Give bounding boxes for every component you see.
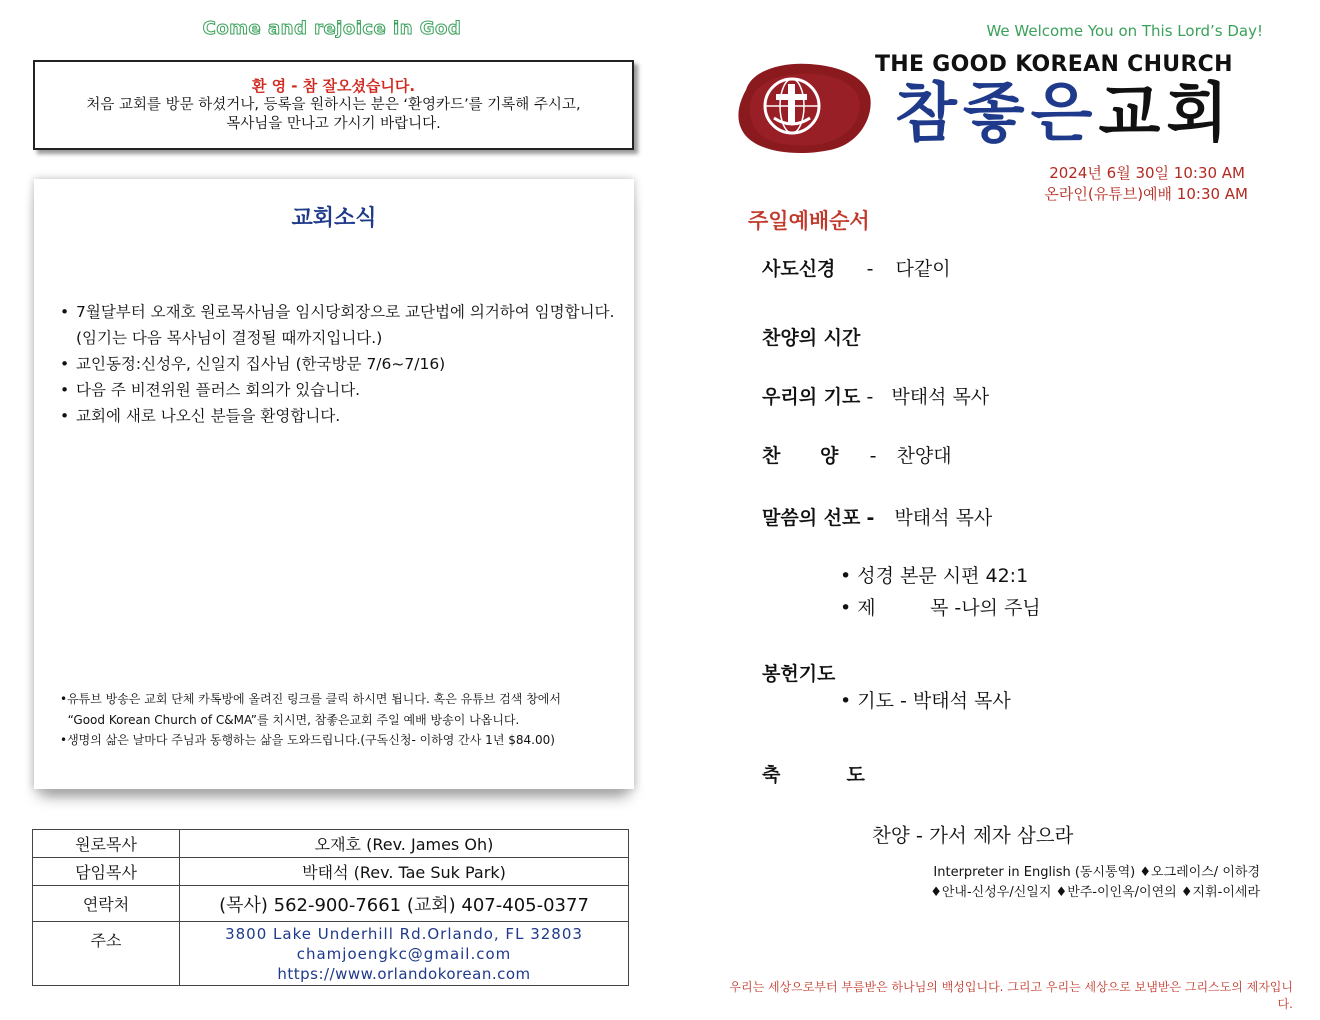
street-address: 3800 Lake Underhill Rd.Orlando, FL 32803 xyxy=(225,924,583,943)
church-news-title: 교회소식 xyxy=(291,206,377,231)
interpreter-line-2: ♦안내-신성우/신일지 ♦반주-이인옥/이연의 ♦지휘-이세라 xyxy=(930,885,1260,900)
prayer-label: 우리의 기도 xyxy=(762,386,861,408)
church-korean-name-part-1: 참좋은 xyxy=(895,77,1099,151)
right-tagline: We Welcome You on This Lord’s Day! xyxy=(986,22,1263,40)
table-row xyxy=(33,922,629,986)
creed-separator: - xyxy=(866,258,874,280)
sermon-separator: - xyxy=(866,507,875,529)
order-prayer xyxy=(762,382,989,409)
offering-prayer: • 기도 - 박태석 목사 xyxy=(840,690,1011,712)
church-logo-icon xyxy=(732,60,874,156)
row-label: 원로목사 xyxy=(33,830,180,858)
note-line: “Good Korean Church of C&MA”를 치시면, 참좋은교회 주일 예배 방송이 나옵니다. xyxy=(60,712,520,727)
order-creed xyxy=(762,254,951,281)
closing-hymn: 찬양 - 가서 제자 삼으라 xyxy=(872,824,1074,847)
welcome-line-1: 처음 교회를 방문 하셨거나, 등록을 원하시는 분은 ‘환영카드’를 기록해 주시고, xyxy=(86,97,581,113)
scripture-reading: • 성경 본문 시편 42:1 xyxy=(840,565,1029,587)
news-item: • 7월달부터 오재호 원로목사님을 임시당회장으로 교단법에 의거하여 임명합니다. (임기는 다음 목사님이 결정될 때까지입니다.) xyxy=(60,299,620,351)
worship-order-title: 주일예배순서 xyxy=(748,209,870,233)
welcome-line-2: 목사님을 만나고 가시기 바랍니다. xyxy=(226,116,441,132)
welcome-title: 환 영 - 참 잘오셨습니다. xyxy=(251,77,416,95)
church-news-panel xyxy=(34,179,634,789)
church-english-name: THE GOOD KOREAN CHURCH xyxy=(875,52,1233,77)
order-sermon xyxy=(762,503,992,530)
offering-label: 봉헌기도 xyxy=(762,663,836,685)
prayer-separator: - xyxy=(866,386,874,408)
praise-time-label: 찬양의 시간 xyxy=(762,327,861,349)
news-item: • 다음 주 비젼위원 플러스 회의가 있습니다. xyxy=(60,377,620,403)
sermon-label: 말씀의 선포 xyxy=(762,507,861,529)
footer-motto: 우리는 세상으로부터 부름받은 하나님의 백성입니다. 그리고 우리는 세상으로 보냄받은 그리스도의 제자입니다. xyxy=(729,980,1293,1011)
row-label: 연락처 xyxy=(33,886,180,922)
news-item: • 교인동정:신성우, 신일지 집사님 (한국방문 7/6~7/16) xyxy=(60,351,620,377)
order-offering xyxy=(762,659,835,686)
interpreter-line-1: Interpreter in English (동시통역) ♦오그레이스/ 이하경 xyxy=(933,865,1260,880)
choir-separator: - xyxy=(869,445,877,467)
row-value: (목사) 562-900-7661 (교회) 407-405-0377 xyxy=(180,886,629,922)
news-item: • 교회에 새로 나오신 분들을 환영합니다. xyxy=(60,403,620,429)
sermon-value: 박태석 목사 xyxy=(894,507,993,529)
creed-label: 사도신경 xyxy=(762,258,836,280)
benediction-label: 축 도 xyxy=(762,764,865,786)
table-row xyxy=(33,858,629,886)
service-date: 2024년 6월 30일 10:30 AM xyxy=(1049,164,1245,182)
row-value: 박태석 (Rev. Tae Suk Park) xyxy=(180,858,629,886)
note-line: •유튜브 방송은 교회 단체 카톡방에 올려진 링크를 클릭 하시면 됩니다. 혹은 유튜브 검색 창에서 xyxy=(60,692,561,706)
left-tagline: Come and rejoice in God xyxy=(202,18,462,39)
church-korean-name-part-2: 교회 xyxy=(1098,77,1235,151)
note-line: •생명의 삶은 날마다 주님과 동행하는 삶을 도와드립니다.(구독신청- 이하영 간사 1년 $84.00) xyxy=(60,733,555,747)
order-praise-time xyxy=(762,323,860,350)
website-link[interactable]: https://www.orlandokorean.com xyxy=(277,964,531,983)
choir-value: 찬양대 xyxy=(896,445,952,467)
address-label: 주소 xyxy=(33,922,180,986)
email-link[interactable]: chamjoengkc@gmail.com xyxy=(296,944,512,963)
church-news-list xyxy=(60,299,620,429)
choir-label: 찬 양 xyxy=(762,445,839,467)
church-korean-name xyxy=(895,74,1234,154)
row-label: 담임목사 xyxy=(33,858,180,886)
church-info-table xyxy=(32,829,629,986)
welcome-box xyxy=(33,60,634,150)
prayer-value: 박태석 목사 xyxy=(891,386,990,408)
table-row xyxy=(33,830,629,858)
order-benediction xyxy=(762,760,865,787)
creed-value: 다같이 xyxy=(895,258,951,280)
table-row xyxy=(33,886,629,922)
row-value: 오재호 (Rev. James Oh) xyxy=(180,830,629,858)
news-notes xyxy=(60,689,620,751)
sermon-title: • 제 목 -나의 주님 xyxy=(840,597,1041,619)
order-choir xyxy=(762,441,952,468)
address-cell xyxy=(180,922,629,986)
online-service-time: 온라인(유튜브)예배 10:30 AM xyxy=(1044,185,1248,203)
